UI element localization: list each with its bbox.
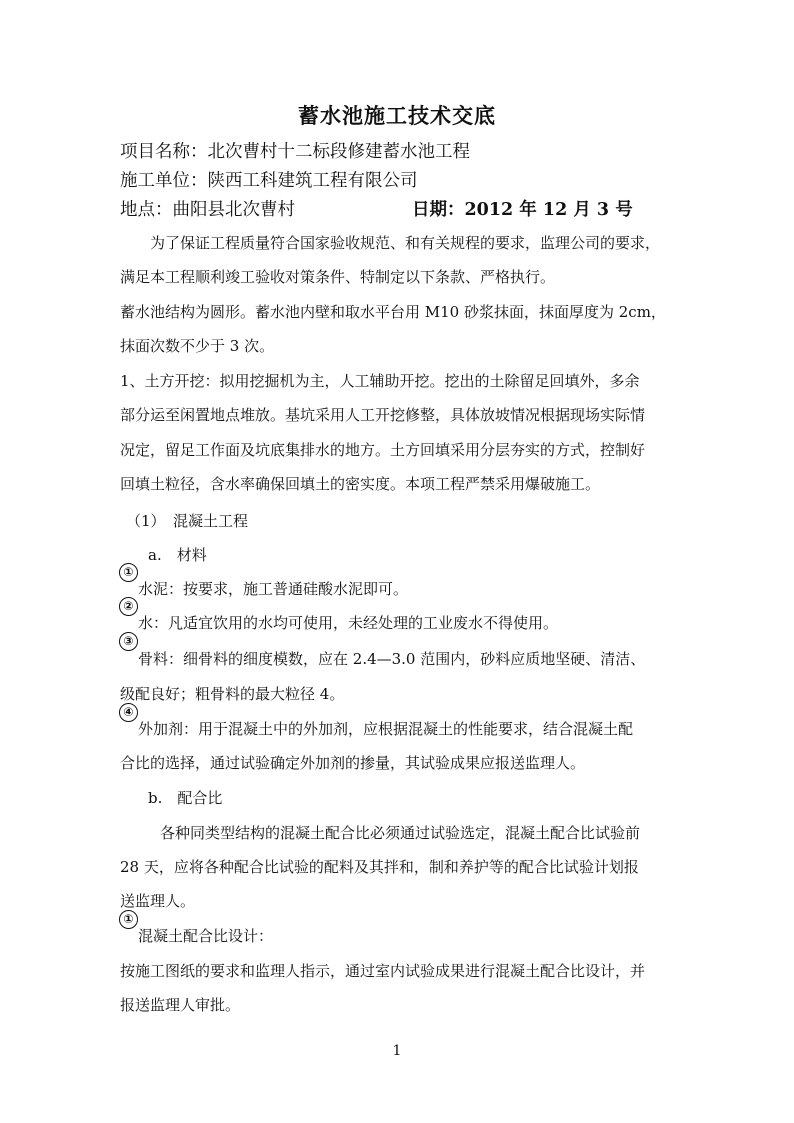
list-item: 混凝土配合比设计： xyxy=(138,927,274,945)
paragraph-line: 况定，留足工作面及坑底集排水的地方。土方回填采用分层夯实的方式，控制好 xyxy=(120,441,646,459)
subsection-heading: a. 材料 xyxy=(148,546,207,564)
date: 日期：2012 年 12 月 3 号 xyxy=(412,200,633,220)
location-row xyxy=(120,196,633,221)
construction-unit: 施工单位：陕西工科建筑工程有限公司 xyxy=(120,171,418,191)
list-item-continued: 级配良好；粗骨料的最大粒径 4。 xyxy=(120,685,345,703)
list-item: 外加剂：用于混凝土中的外加剂，应根据混凝土的性能要求，结合混凝土配 xyxy=(138,720,634,738)
list-item-continued: 合比的选择，通过试验确定外加剂的掺量，其试验成果应报送监理人。 xyxy=(120,754,586,772)
project-name: 项目名称：北次曹村十二标段修建蓄水池工程 xyxy=(120,142,470,162)
paragraph-line: 为了保证工程质量符合国家验收规范、和有关规程的要求，监理公司的要求， xyxy=(150,234,661,252)
marker-1: ① xyxy=(119,563,138,582)
paragraph-line: 部分运至闲置地点堆放。基坑采用人工开挖修整，具体放坡情况根据现场实际情 xyxy=(120,406,646,424)
list-item: 水：凡适宜饮用的水均可使用，未经处理的工业废水不得使用。 xyxy=(138,614,559,632)
location: 地点：曲阳县北次曹村 xyxy=(120,200,295,220)
list-item: 水泥：按要求，施工普通硅酸水泥即可。 xyxy=(138,580,409,598)
paragraph-line: 按施工图纸的要求和监理人指示，通过室内试验成果进行混凝土配合比设计，并 xyxy=(120,962,646,980)
paragraph-line: 抹面次数不少于 3 次。 xyxy=(120,337,275,355)
marker-4: ④ xyxy=(119,703,138,722)
paragraph-line: 满足本工程顺利竣工验收对策条件、特制定以下条款、严格执行。 xyxy=(120,268,556,286)
paragraph-line: 各种同类型结构的混凝土配合比必须通过试验选定，混凝土配合比试验前 xyxy=(160,824,641,842)
section-heading: （1） 混凝土工程 xyxy=(126,512,249,530)
list-item: 骨料：细骨料的细度模数，应在 2.4—3.0 范围内，砂料应质地坚硬、清洁、 xyxy=(138,650,646,668)
paragraph-line: 1、土方开挖：拟用挖掘机为主，人工辅助开挖。挖出的土除留足回填外，多余 xyxy=(120,372,640,390)
marker-5: ① xyxy=(119,910,138,929)
paragraph-line: 回填土粒径，含水率确保回填土的密实度。本项工程严禁采用爆破施工。 xyxy=(120,475,601,493)
subsection-heading: b. 配合比 xyxy=(148,789,223,807)
document-title: 蓄水池施工技术交底 xyxy=(298,103,496,128)
page-number: 1 xyxy=(392,1043,402,1059)
paragraph-line: 报送监理人审批。 xyxy=(120,996,241,1014)
marker-3: ③ xyxy=(119,632,138,651)
paragraph-line: 28 天，应将各种配合比试验的配料及其拌和，制和养护等的配合比试验计划报 xyxy=(120,858,639,876)
paragraph-line: 蓄水池结构为圆形。蓄水池内壁和取水平台用 M10 砂浆抹面，抹面厚度为 2cm， xyxy=(120,303,666,321)
marker-2: ② xyxy=(119,597,138,616)
paragraph-line: 送监理人。 xyxy=(120,892,196,910)
